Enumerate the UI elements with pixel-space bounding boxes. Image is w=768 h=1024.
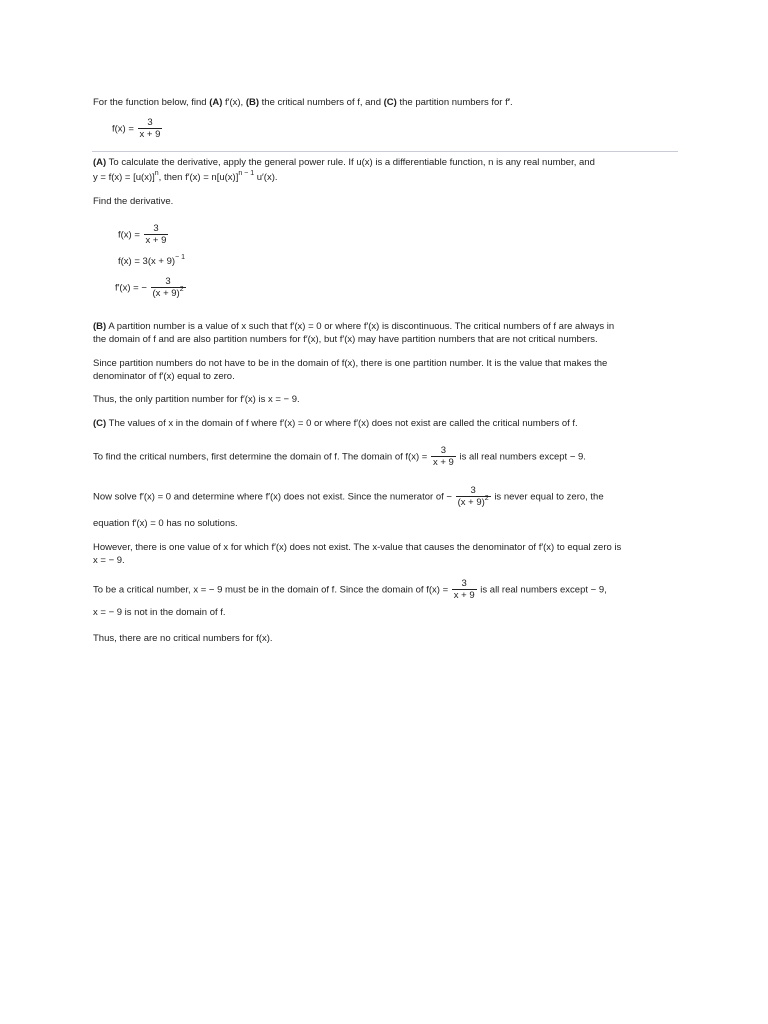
solve-statement: Now solve f′(x) = 0 and determine where f′(x) does not exist. Since the numerator of − $\frac{3}{(x + 9)^2}$ is never equal to zero, the (93, 485, 604, 508)
derivative-result: f′(x) = − $\frac{3}{(x + 9)^2}$ (115, 276, 184, 299)
part-b-line-3: Since partition numbers do not have to be in the domain of f(x), there is one partition number. It is the value that makes the (93, 358, 608, 369)
however-line-2: x = − 9. (93, 555, 125, 566)
label-c: (C) (383, 97, 397, 108)
problem-statement: For the function below, find (A) f′(x), (B) the critical numbers of f, and (C) the partition numbers for f′. (93, 97, 513, 108)
part-c-label: (C) (93, 418, 107, 429)
derivative-step-2: $f(x) = 3(x + 9)^{- 1}$ (118, 254, 185, 267)
however-line-1: However, there is one value of x for which f′(x) does not exist. The x-value that causes the denominator of f′(x) to equal zero is (93, 542, 622, 553)
part-b-label: (B) (93, 321, 107, 332)
no-solutions: equation f′(x) = 0 has no solutions. (93, 518, 238, 529)
partition-number-result: Thus, the only partition number for f′(x) is x = − 9. (93, 394, 300, 405)
domain-statement: To find the critical numbers, first determine the domain of f. The domain of f(x) = $\frac{3}{x + 9}$ is all real numbers except − 9. (93, 445, 586, 468)
part-a-intro: (A) To calculate the derivative, apply the general power rule. If u(x) is a differentiable function, n is any real number, and (93, 157, 595, 168)
part-c-intro: (C) The values of x in the domain of f where f′(x) = 0 or where f′(x) does not exist are called the critical numbers of f. (93, 418, 578, 429)
part-b-line-4: denominator of f′(x) equal to zero. (93, 371, 235, 382)
derivative-step-1: f(x) = $\frac{3}{x + 9}$ (118, 223, 167, 246)
function-definition: f(x) = $\frac{3}{x + 9}$ (112, 117, 161, 140)
not-in-domain: x = − 9 is not in the domain of f. (93, 607, 226, 618)
function-fraction: $\frac{3}{x + 9}$ (139, 117, 161, 140)
find-derivative: Find the derivative. (93, 196, 174, 207)
part-a-label: (A) (93, 157, 107, 168)
conclusion: Thus, there are no critical numbers for f(x). (93, 633, 273, 644)
label-b: (B) (245, 97, 260, 108)
part-b-intro: (B) A partition number is a value of x such that f′(x) = 0 or where f′(x) is discontinuous. The critical numbers of f are always in (93, 321, 615, 332)
critical-domain-statement: To be a critical number, x = − 9 must be in the domain of f. Since the domain of f(x) = $\frac{3}{x + 9}$ is all real numbers except − 9, (93, 578, 607, 601)
label-a: (A) (209, 97, 223, 108)
section-divider (92, 151, 678, 152)
part-b-line-2: the domain of f and are also partition numbers for f′(x), but f′(x) may have partition numbers that are not critical numbers. (93, 334, 598, 345)
power-rule: $y = f(x) = [u(x)]^n$, then $f'(x) = n[u(x)]^{n - 1}$ u′(x). (93, 170, 278, 183)
